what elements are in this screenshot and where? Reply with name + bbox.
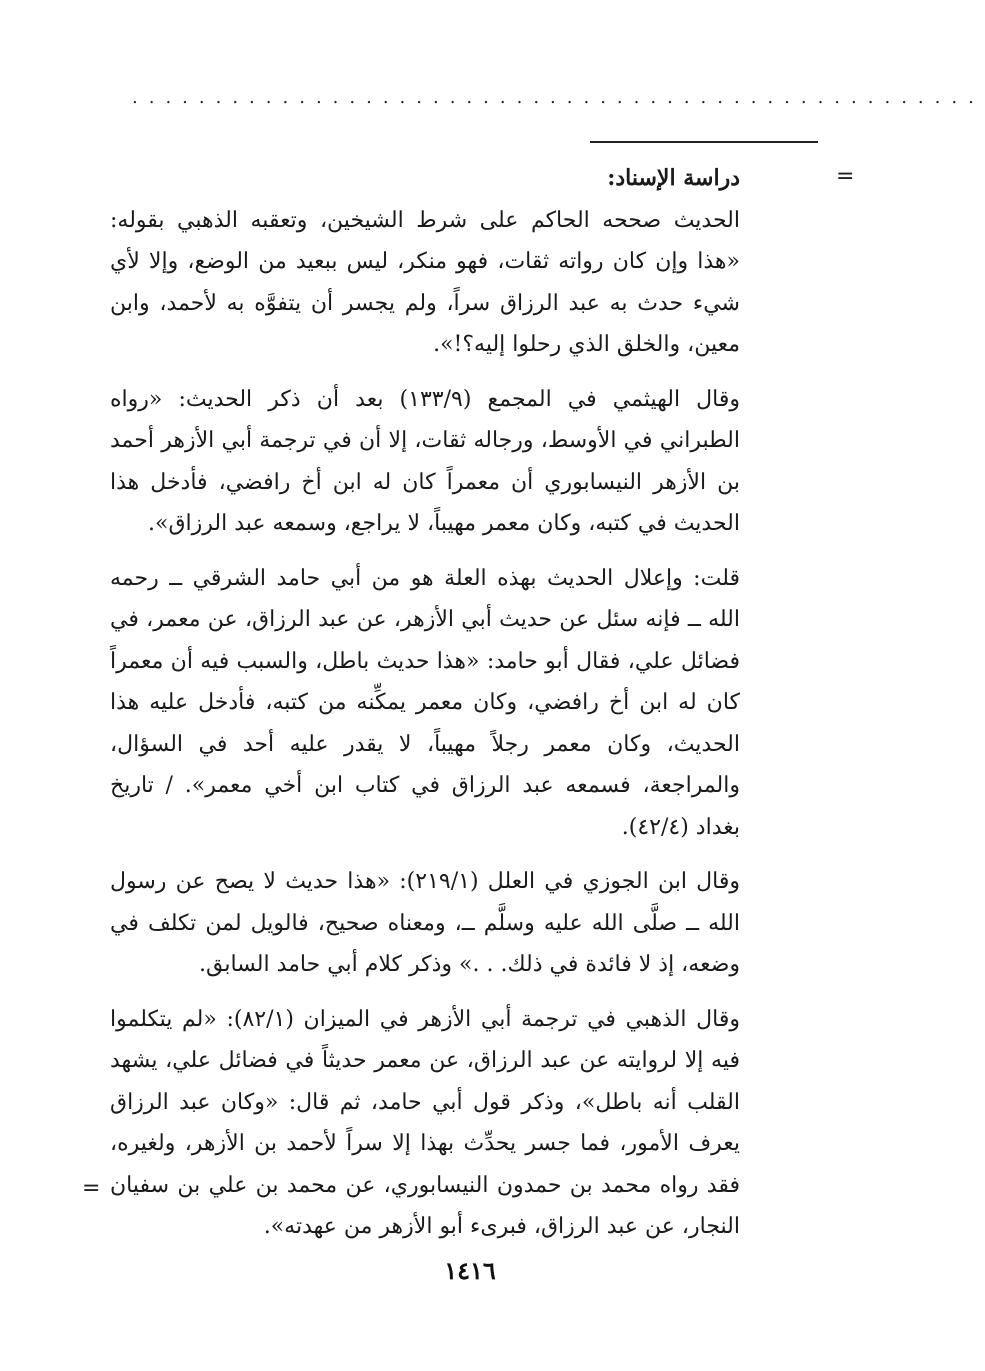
paragraph-haythami: وقال الهيثمي في المجمع (١٣٣/٩) بعد أن ذكر الحديث: «رواه الطبراني في الأوسط، ورجاله ثقات، إلا أن في ترجمة أبي الأزهر أحمد بن الأزهر النيسابوري أن معمراً كان له ابن أخ رافضي، فأدخل هذا الحديث في كتبه، وكان معمر مهيباً، لا يراجع، وسمعه عبد الرزاق». [110, 386, 740, 536]
margin-mark-bottom: = [82, 1176, 101, 1201]
heading-rule [590, 141, 818, 143]
page-number: ١٤١٦ [444, 1256, 496, 1285]
section-heading: دراسة الإسناد: [607, 165, 740, 191]
dotted-separator: ................................................... [132, 87, 985, 108]
paragraph-mizan: وقال الذهبي في ترجمة أبي الأزهر في الميزان (٨٢/١): «لم يتكلموا فيه إلا لروايته عن عبد الرزاق، عن معمر حديثاً في فضائل علي، يشهد القلب أنه باطل»، وذكر قول أبي حامد، ثم قال: «وكان عبد الرزاق يعرف الأمور، فما جسر يحدِّث بهذا إلا سراً لأحمد بن الأزهر، ولغيره، فقد رواه محمد بن حمدون النيسابوري، عن محمد بن علي بن سفيان النجار، عن عبد الرزاق، فبرىء أبو الأزهر من عهدته». [110, 1006, 740, 1239]
paragraph-dhahabi-critique: الحديث صححه الحاكم على شرط الشيخين، وتعقبه الذهبي بقوله: «هذا وإن كان رواته ثقات، فهو منكر، ليس ببعيد من الوضع، وإلا لأي شيء حدث به عبد الرزاق سراً، ولم يجسر أن يتفوَّه به لأحمد، وابن معين، والخلق الذي رحلوا إليه؟!». [110, 207, 740, 357]
margin-mark-top: = [836, 164, 855, 189]
paragraph-abu-hamid: قلت: وإعلال الحديث بهذه العلة هو من أبي حامد الشرقي ــ رحمه الله ــ فإنه سئل عن حديث أبي الأزهر، عن عبد الرزاق، عن معمر، في فضائل علي، فقال أبو حامد: «هذا حديث باطل، والسبب فيه أن معمراً كان له ابن أخ رافضي، وكان معمر يمكِّنه من كتبه، فأدخل عليه هذا الحديث، وكان معمر رجلاً مهيباً، لا يقدر عليه أحد في السؤال، والمراجعة، فسمعه عبد الرزاق في كتاب ابن أخي معمر». / تاريخ بغداد (٤٢/٤). [110, 565, 740, 840]
paragraph-ibn-jawzi: وقال ابن الجوزي في العلل (٢١٩/١): «هذا حديث لا يصح عن رسول الله ــ صلَّى الله عليه وسلَّم ــ، ومعناه صحيح، فالويل لمن تكلف في وضعه، إذ لا فائدة في ذلك. . .» وذكر كلام أبي حامد السابق. [110, 869, 741, 977]
main-text [110, 158, 740, 1261]
